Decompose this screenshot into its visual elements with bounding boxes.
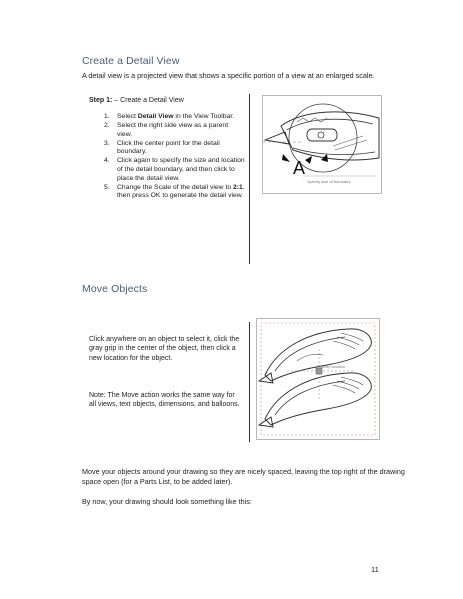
step-title bbox=[89, 97, 184, 104]
detail-label: A bbox=[293, 158, 306, 178]
page-number: 11 bbox=[371, 565, 379, 574]
step-item: 2. Select the right side view as a parent view. bbox=[104, 122, 229, 138]
divider-line-2 bbox=[249, 322, 250, 442]
step-label: Step 1: bbox=[89, 97, 113, 104]
step-item: 3. Click the center point for the detail boundary. bbox=[104, 139, 220, 156]
closing-note: By now, your drawing should look something like this: bbox=[82, 497, 252, 506]
move-objects-figure bbox=[256, 318, 380, 440]
utility-knife-move-drawing bbox=[257, 319, 379, 439]
move-figure-caption: Specify location bbox=[317, 364, 346, 369]
step-item: 5. Change the Scale of the detail view to 2:1, then press OK to generate the detail view. bbox=[104, 183, 245, 200]
detail-view-heading: Create a Detail View bbox=[82, 55, 180, 67]
step-subtitle: – Create a Detail View bbox=[114, 97, 184, 104]
steps-list bbox=[103, 113, 245, 201]
closing-paragraph: Move your objects around your drawing so they are nicely spaced, leaving the top right of the drawing space open (for a Parts List, to be added later). bbox=[82, 467, 405, 486]
divider-line-1 bbox=[249, 94, 250, 264]
move-objects-note: Note: The Move action works the same way for all views, text objects, dimensions, and balloons. bbox=[89, 392, 240, 409]
step-item: 1. Select Detail View in the View Toolbar. bbox=[104, 113, 235, 120]
detail-figure-caption: Specify size of boundary bbox=[307, 179, 351, 184]
move-objects-heading: Move Objects bbox=[82, 283, 148, 295]
move-objects-instructions: Click anywhere on an object to select it, click the gray grip in the center of the object, then click a new location for the object. bbox=[89, 336, 240, 362]
detail-view-figure bbox=[262, 95, 382, 194]
detail-view-intro: A detail view is a projected view that shows a specific portion of a view at an enlarged scale. bbox=[82, 71, 375, 80]
step-item: 4. Click again to specify the size and location of the detail boundary, and then click to place the detail view. bbox=[104, 157, 245, 182]
